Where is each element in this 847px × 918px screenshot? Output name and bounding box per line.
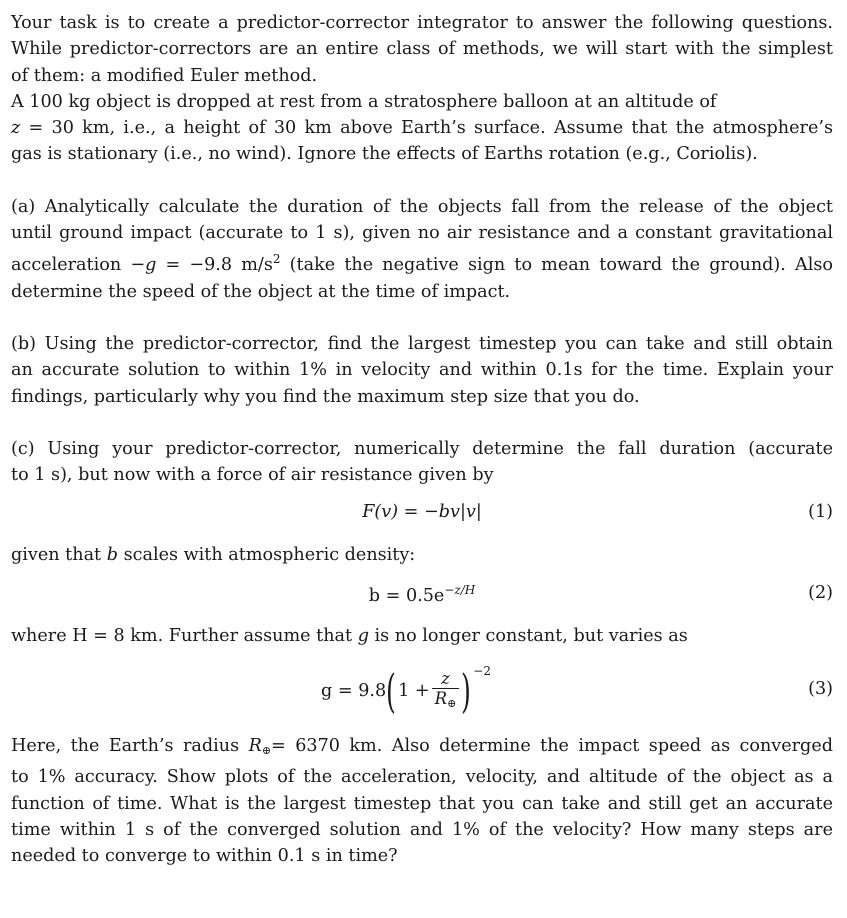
- equation-3-body: g = 9.8 ( 1 + $\frac{z}{R_\oplus}$ ) −2: [321, 664, 491, 719]
- equation-2-body: $b = 0.5e^{-z/H}$: [368, 582, 476, 606]
- intro-line-6: gas is stationary (i.e., no wind). Ignore the effects of Earths rotation (e.g., Coriolis).: [11, 144, 758, 165]
- part-c-line-6: to 1% accuracy. Show plots of the acceleration, velocity, and altitude of the object as a: [11, 767, 833, 788]
- part-c-line-5: Here, the Earth’s radius $R_\oplus= 6370$ km. Also determine the impact speed as converged: [11, 736, 833, 758]
- var-z: z: [11, 118, 21, 139]
- part-b-paragraph: [11, 331, 833, 410]
- part-c-gravity-line: [11, 623, 833, 649]
- part-a-line-1: (a) Analytically calculate the duration of the objects fall from the release of the object: [11, 196, 833, 217]
- part-a-line-2: until ground impact (accurate to 1 s), given no air resistance and a constant gravitational: [11, 223, 833, 244]
- intro-line-4: A 100 kg object is dropped at rest from a stratosphere balloon at an altitude of: [11, 91, 717, 112]
- equation-2-number: (2): [808, 582, 833, 603]
- intro-paragraph: [11, 10, 833, 168]
- equation-2: [11, 579, 833, 613]
- part-c-line-2: to 1 s), but now with a force of air resistance given by: [11, 465, 494, 486]
- part-a-paragraph: [11, 194, 833, 305]
- part-b-line-2: an accurate solution to within 1% in velocity and within 0.1s for the time. Explain your: [11, 360, 833, 381]
- problem-document: [11, 10, 833, 870]
- part-c-line-1: (c) Using your predictor-corrector, numerically determine the fall duration (accurate: [11, 438, 833, 459]
- intro-line-1: Your task is to create a predictor-corrector integrator to answer the following questions.: [11, 13, 833, 33]
- part-c-line-3: given that b scales with atmospheric density:: [11, 545, 416, 566]
- equation-3-fraction: $\frac{z}{R_\oplus}$: [432, 669, 460, 714]
- intro-line-2: While predictor-correctors are an entire class of methods, we will start with the simplest: [11, 39, 833, 60]
- part-c-paragraph: [11, 436, 833, 489]
- part-b-line-3: findings, particularly why you find the maximum step size that you do.: [11, 386, 640, 407]
- part-c-line-9: needed to converge to within 0.1 s in time?: [11, 846, 398, 867]
- part-a-line-3: acceleration −g = −9.8 $m/s^2$ (take the negative sign to mean toward the ground). Also: [11, 252, 833, 276]
- part-a-line-4: determine the speed of the object at the time of impact.: [11, 281, 511, 302]
- part-c-line-7: function of time. What is the largest timestep that you can take and still get an accurate: [11, 793, 833, 814]
- equation-3: [11, 659, 833, 723]
- equation-1: [11, 498, 833, 532]
- part-b-line-1: (b) Using the predictor-corrector, find the largest timestep you can take and still obtain: [11, 333, 833, 354]
- equation-1-number: (1): [808, 502, 833, 523]
- intro-line-5: z = 30 km, i.e., a height of 30 km above Earth’s surface. Assume that the atmosphere’s: [11, 118, 833, 139]
- part-c-closing-paragraph: [11, 733, 833, 869]
- equation-1-body: F(v) = −bv|v|: [362, 502, 482, 523]
- part-c-density-line: [11, 542, 833, 568]
- intro-line-3: of them: a modified Euler method.: [11, 65, 318, 86]
- equation-3-number: (3): [808, 679, 833, 700]
- part-c-line-8: time within 1 s of the converged solution and 1% of the velocity? How many steps are: [11, 819, 833, 840]
- part-c-line-4: where H = 8 km. Further assume that g is no longer constant, but varies as: [11, 625, 688, 646]
